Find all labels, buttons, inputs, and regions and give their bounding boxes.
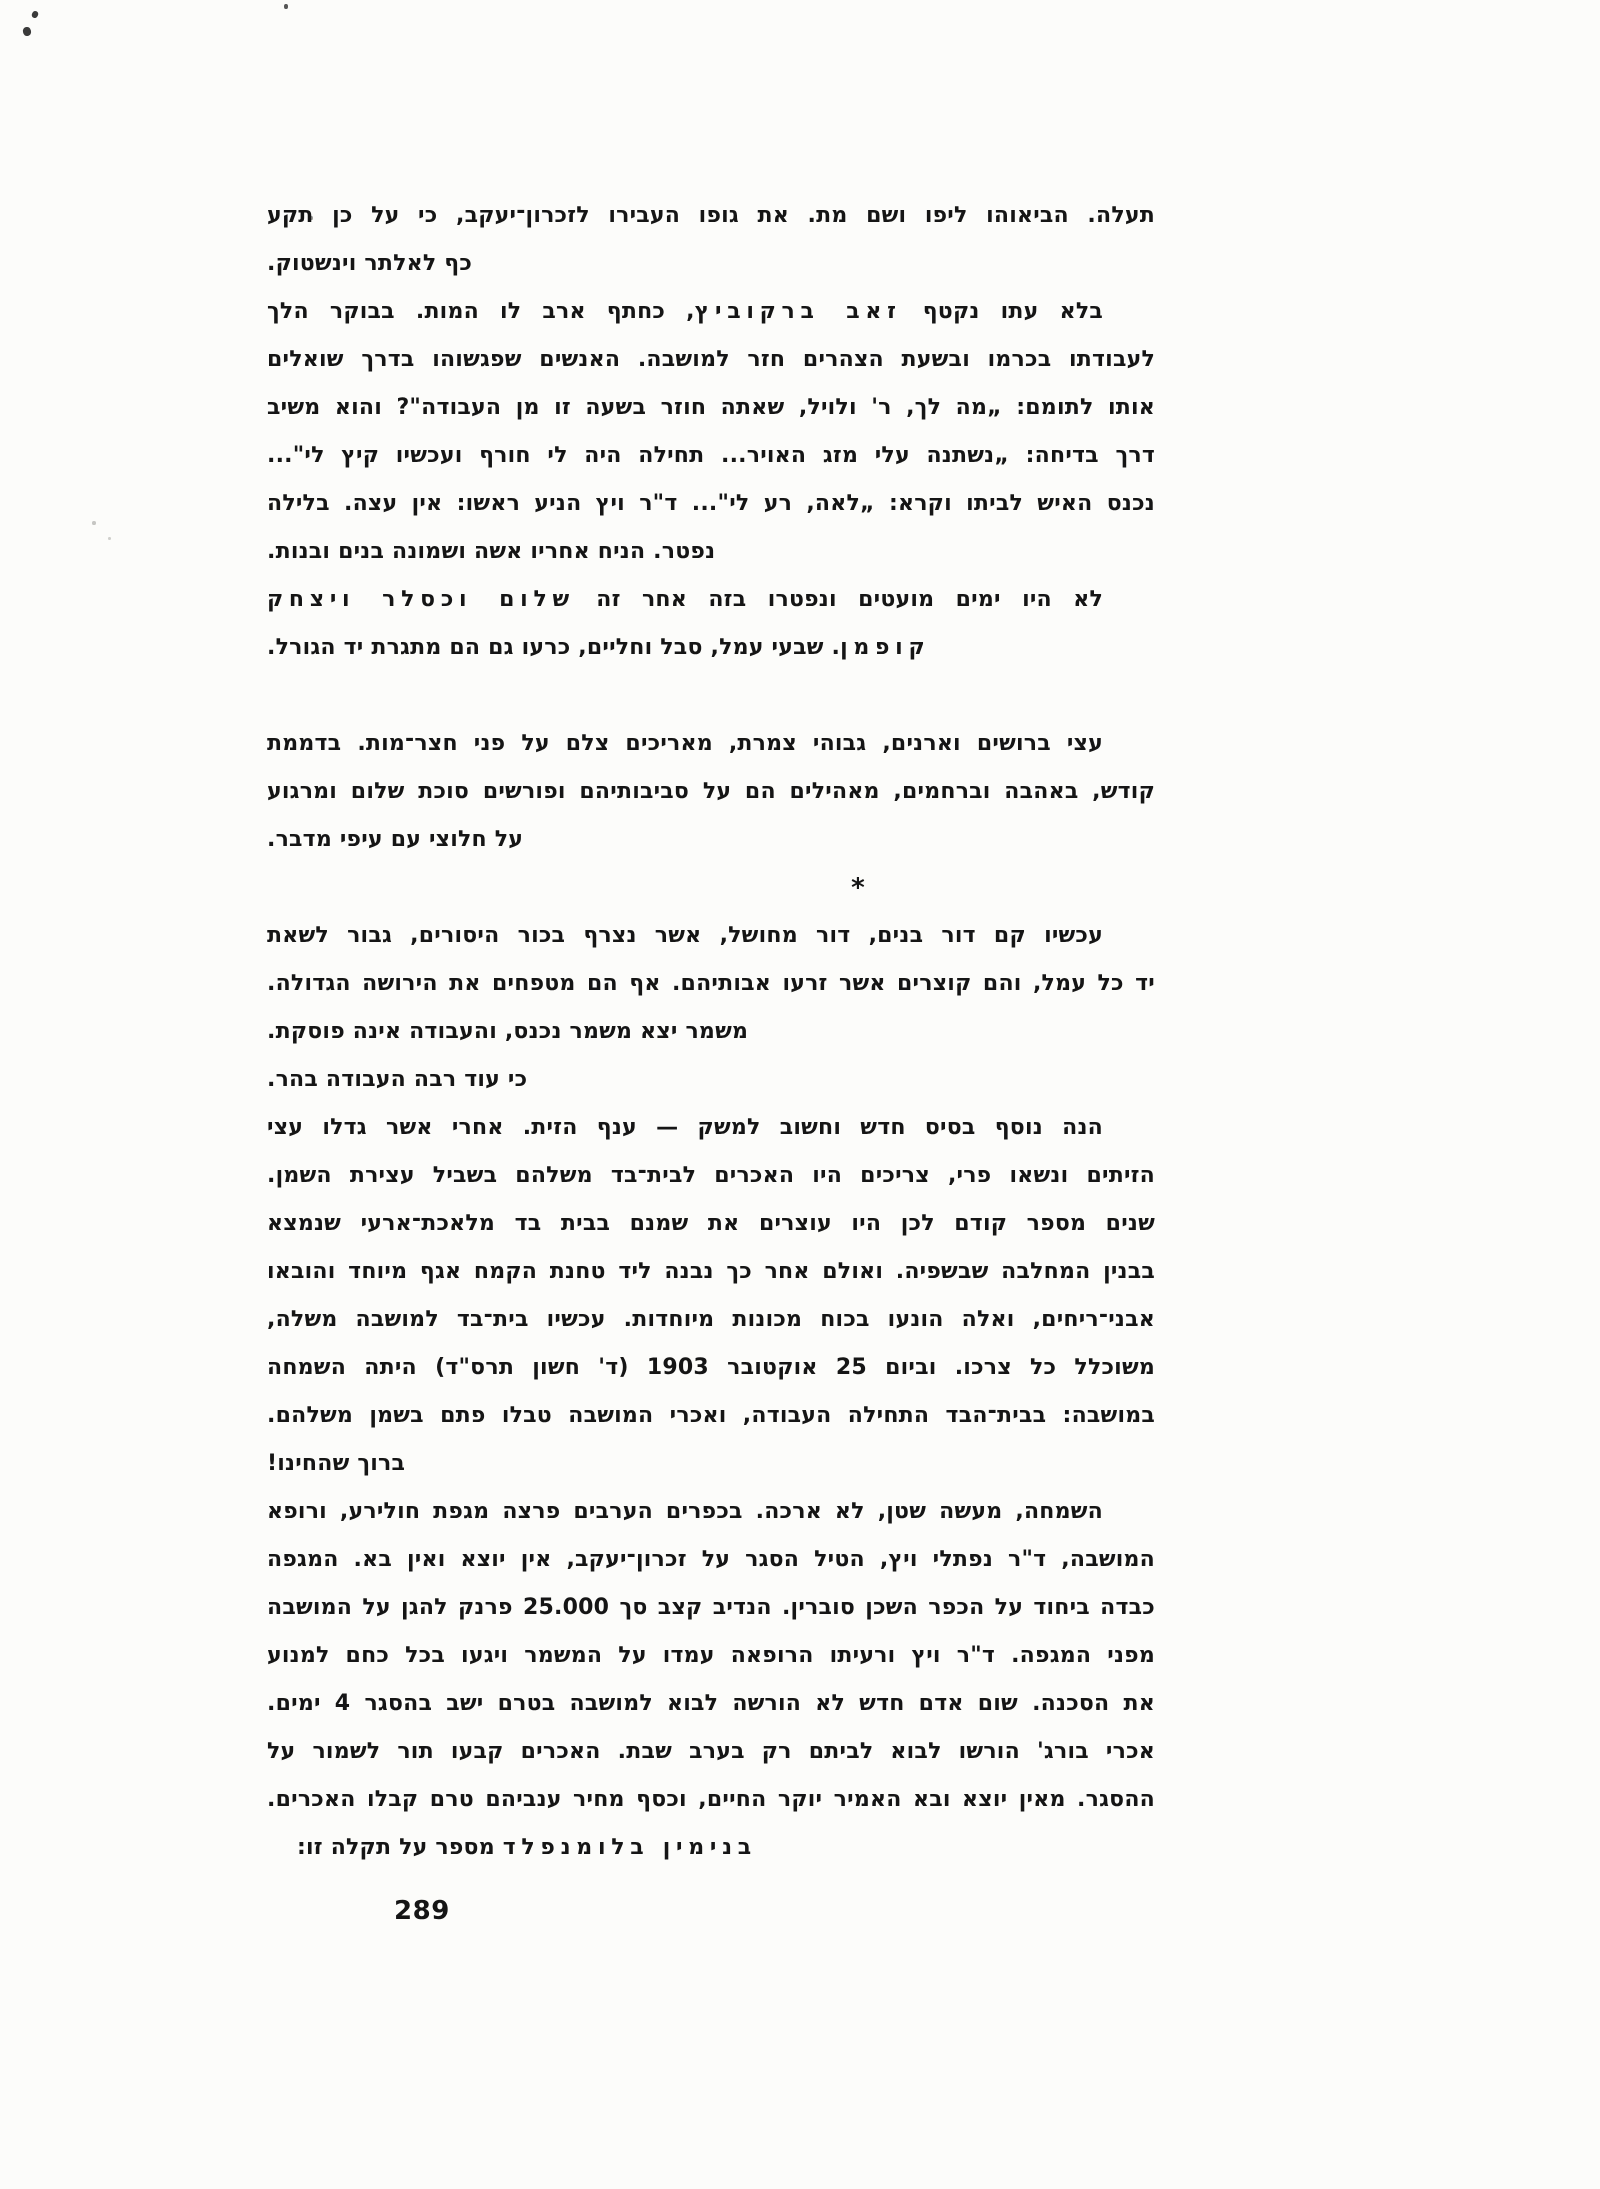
text-line: שנים מספר קודם לכן היו עוצרים את שמנם בבית בד מלאכת־ארעי שנמצא (267, 1211, 1155, 1236)
text-line: ההסגר. מאין יוצא ובא האמיר יוקר החיים, וכסף מחיר ענביהם טרם קבלו האכרים. (267, 1787, 1155, 1812)
scan-artifact (284, 4, 288, 9)
text-segment: , כחתף ארב לו המות. בבוקר הלך (267, 299, 695, 324)
text-line: אכרי בורג' הורשו לבוא לביתם רק בערב שבת. האכרים קבעו תור לשמור על (267, 1739, 1155, 1764)
paragraph (267, 720, 1155, 864)
text-line: לעבודתו בכרמו ובשעת הצהרים חזר למושבה. האנשים שפגשוהו בדרך שואלים (267, 347, 1155, 372)
text-segment: מספר על תקלה זו: (297, 1835, 503, 1860)
section-separator: * (851, 873, 865, 903)
text-segment: . שבעי עמל, סבל וחליים, כרעו גם הם מתגרת יד הגורל. (267, 635, 841, 660)
page-number: 289 (394, 1896, 450, 1926)
text-line: את הסכנה. שום אדם חדש לא הורשה לבוא למושבה בטרם ישב בהסגר 4 ימים. (267, 1691, 1156, 1716)
text-line: כבדה ביחוד על הכפר השכן סוברין. הנדיב קצב סך 25.000 פרנק להגן על המושבה (267, 1595, 1155, 1620)
text-line: במושבה: בבית־הבד התחילה העבודה, ואכרי המושבה טבלו פתם בשמן משלהם. (267, 1403, 1155, 1428)
text-line (267, 576, 1155, 624)
text-line: נפטר. הניח אחריו אשה ושמונה בנים ובנות. (267, 539, 716, 564)
text-line: משמר יצא משמר נכנס, והעבודה אינה פוסקת. (267, 1019, 749, 1044)
text-segment: לא היו ימים מועטים ונפטרו בזה אחר זה (574, 587, 1103, 612)
text-line: המושבה, ד"ר נפתלי ויץ, הטיל הסגר על זכרון־יעקב, אין יוצא ואין בא. המגפה (267, 1547, 1155, 1572)
text-column (267, 192, 1155, 1872)
text-line (267, 1824, 1155, 1872)
paragraph (267, 288, 1155, 576)
scan-artifact (92, 521, 96, 525)
scan-artifact (22, 26, 32, 36)
paragraph (267, 1824, 1155, 1872)
paragraph (267, 1056, 1155, 1104)
text-line: אבני־ריחים, ואלה הונעו בכוח מכונות מיוחדות. עכשיו בית־בד למושבה משלה, (267, 1307, 1155, 1332)
text-line: קודש, באהבה וברחמים, מאהילים הם על סביבותיהם ופורשים סוכת שלום ומרגוע (267, 779, 1155, 804)
text-line: עכשיו קם דור בנים, דור מחושל, אשר נצרף בכור היסורים, גבור לשאת (267, 923, 1103, 948)
text-line: הנה נוסף בסיס חדש וחשוב למשק — ענף הזית. אחרי אשר גדלו עצי (267, 1115, 1103, 1140)
paragraph (267, 912, 1155, 1056)
emphasized-name: קופמן (840, 635, 931, 660)
text-line: תעלה. הביאוהו ליפו ושם מת. את גופו העבירו לזכרון־יעקב, כי על כן תקע (267, 203, 1155, 228)
text-line (267, 624, 1155, 672)
scan-artifact (108, 537, 111, 540)
paragraph (267, 1488, 1155, 1824)
scan-artifact (31, 10, 40, 19)
text-line: כי עוד רבה העבודה בהר. (267, 1067, 528, 1092)
emphasized-name: זאב ברקוביץ (694, 299, 902, 324)
text-line: הזיתים ונשאו פרי, צריכים היו האכרים לבית־בד משלהם בשביל עצירת השמן. (267, 1163, 1155, 1188)
text-line: על חלוצי עם עיפי מדבר. (267, 827, 524, 852)
text-line: עצי ברושים וארנים, גבוהי צמרת, מאריכים צלם על פני חצר־מות. בדממת (267, 731, 1103, 756)
text-line: השמחה, מעשה שטן, לא ארכה. בכפרים הערבים פרצה מגפת חולירע, ורופא (267, 1499, 1103, 1524)
text-line: משוכלל כל צרכו. וביום 25 אוקטובר 1903 (ד' חשון תרס"ד) היתה השמחה (267, 1355, 1155, 1380)
emphasized-name: בנימין בלומנפלד (502, 1835, 757, 1860)
emphasized-name: שלום וכסלר ויצחק (267, 587, 575, 612)
text-line: מפני המגפה. ד"ר ויץ ורעיתו הרופאה עמדו על המשמר ויגעו בכל כחם למנוע (267, 1643, 1155, 1668)
text-line: בבנין המחלבה שבשפיה. ואולם אחר כך נבנה ליד טחנת הקמח אגף מיוחד והובאו (267, 1259, 1155, 1284)
text-line: נכנס האיש לביתו וקרא: „לאה, רע לי"... ד"ר ויץ הניע ראשו: אין עצה. בלילה (267, 491, 1155, 516)
text-segment: בלא עתו נקטף (901, 299, 1103, 324)
text-line: דרך בדיחה: „נשתנה עלי מזג האויר... תחילה היה לי חורף ועכשיו קיץ לי"... (267, 443, 1155, 468)
text-line (267, 288, 1155, 336)
text-line: כף לאלתר וינשטוק. (267, 251, 473, 276)
text-line: ברוך שהחינו! (267, 1451, 406, 1476)
paragraph (267, 1104, 1155, 1488)
text-line: יד כל עמל, והם קוצרים אשר זרעו אבותיהם. אף הם מטפחים את הירושה הגדולה. (267, 971, 1155, 996)
text-line: אותו לתומם: „מה לך, ר' ולויל, שאתה חוזר בשעה זו מן העבודה"? והוא משיב (267, 395, 1155, 420)
paragraph (267, 192, 1155, 288)
paragraph (267, 576, 1155, 672)
